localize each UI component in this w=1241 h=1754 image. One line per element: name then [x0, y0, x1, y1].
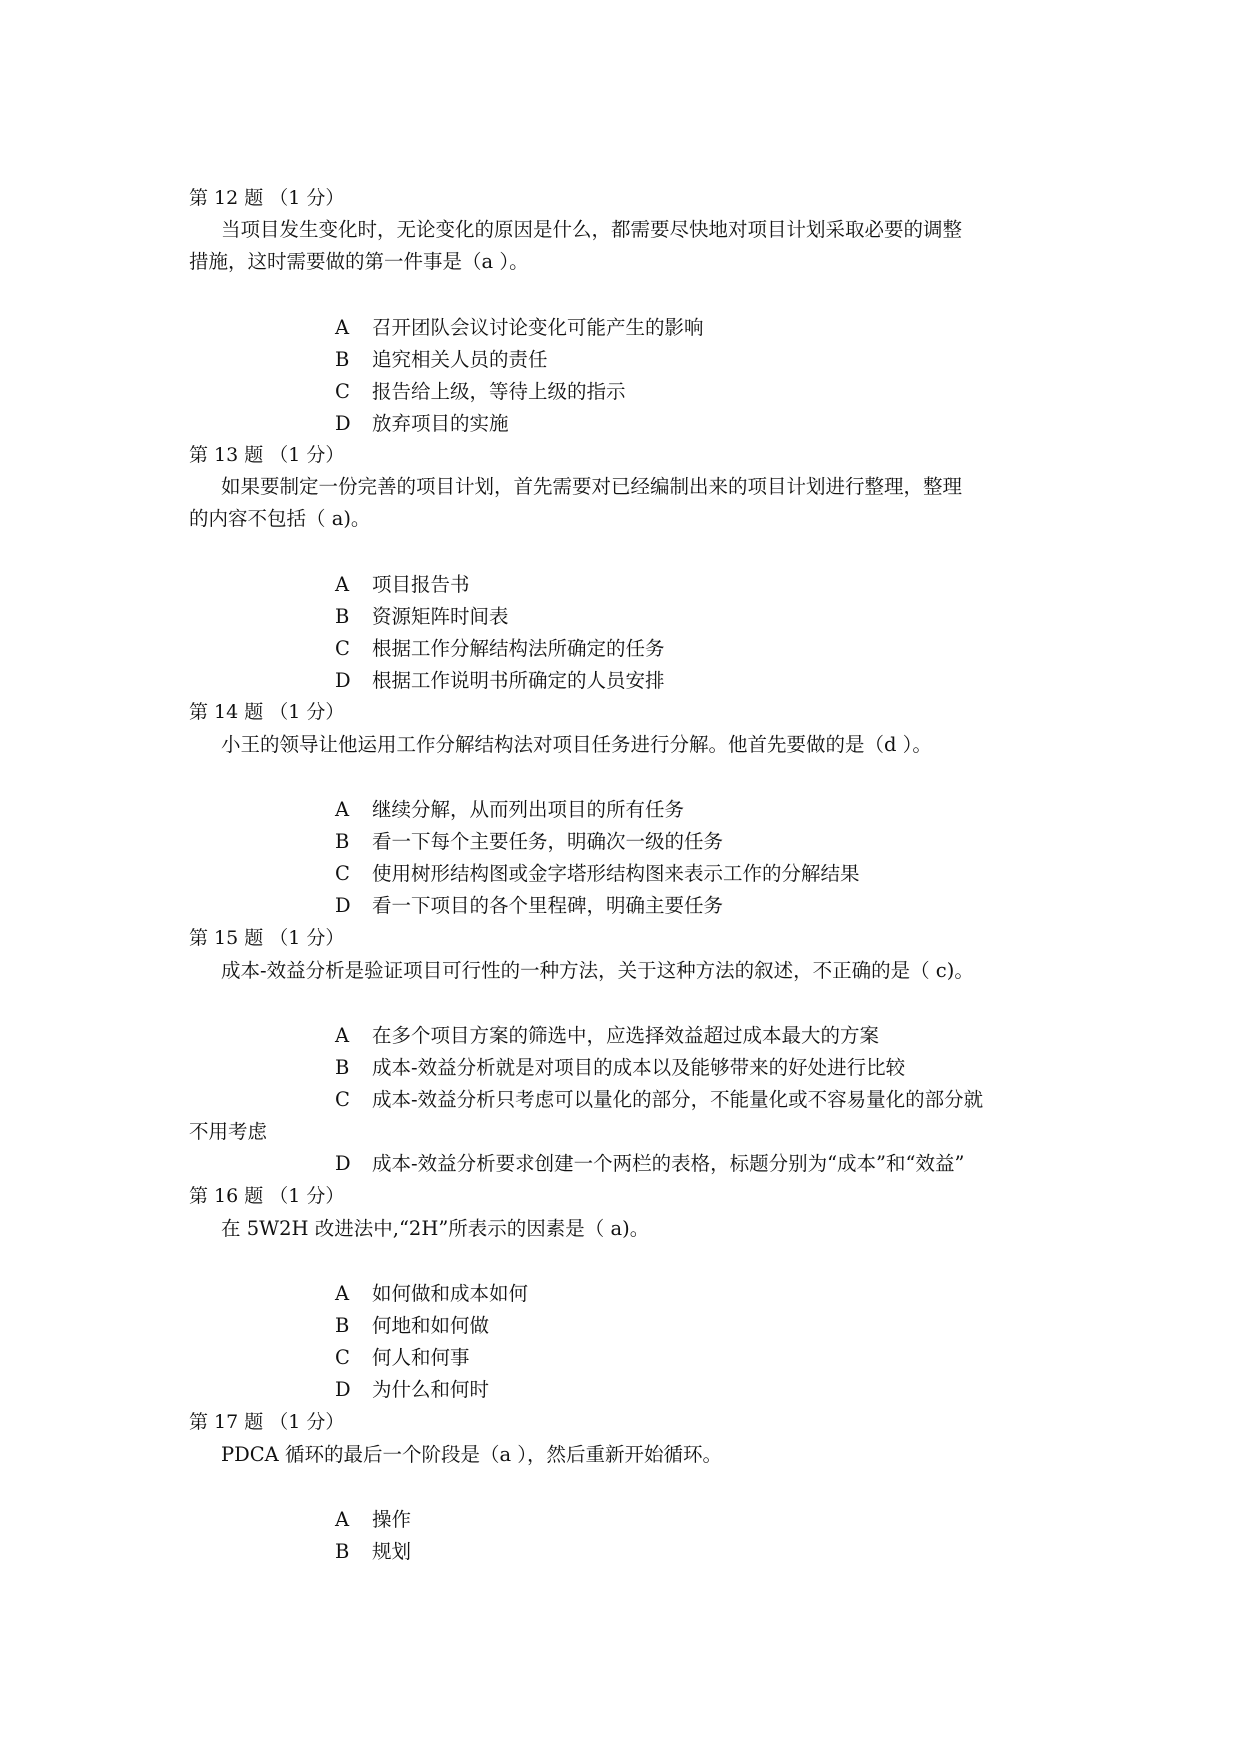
- option-letter: D: [335, 894, 351, 917]
- option-letter: B: [335, 348, 350, 371]
- question-stem-line: 措施，这时需要做的第一件事是（a ）。: [189, 250, 529, 273]
- question-stem: 成本-效益分析是验证项目可行性的一种方法，关于这种方法的叙述，不正确的是（ c)。: [221, 959, 974, 982]
- question-header: 第 12 题 （1 分）: [189, 187, 345, 209]
- option-letter: A: [335, 1024, 350, 1047]
- option-text: 根据工作分解结构法所确定的任务: [372, 637, 665, 660]
- option-text: 继续分解，从而列出项目的所有任务: [372, 798, 685, 821]
- option-text: 放弃项目的实施: [372, 412, 509, 435]
- option-letter: C: [335, 1088, 350, 1111]
- question-header: 第 14 题 （1 分）: [189, 701, 345, 723]
- option-text: 何地和如何做: [372, 1314, 490, 1337]
- option-letter: B: [335, 830, 350, 853]
- option-text: 为什么和何时: [372, 1378, 490, 1401]
- option-letter: D: [335, 669, 351, 692]
- option-letter: B: [335, 1314, 350, 1337]
- question-header: 第 15 题 （1 分）: [189, 927, 345, 949]
- option-letter: A: [335, 798, 350, 821]
- option-text: 追究相关人员的责任: [372, 348, 548, 371]
- option-text: 规划: [372, 1540, 412, 1563]
- option-letter: A: [335, 1282, 350, 1305]
- option-letter: C: [335, 862, 350, 885]
- option-text: 召开团队会议讨论变化可能产生的影响: [372, 316, 704, 339]
- option-text: 看一下每个主要任务，明确次一级的任务: [372, 830, 724, 853]
- option-letter: C: [335, 1346, 350, 1369]
- option-letter: B: [335, 605, 350, 628]
- question-stem: PDCA 循环的最后一个阶段是（a ），然后重新开始循环。: [221, 1443, 723, 1466]
- option-letter: A: [335, 316, 350, 339]
- option-text: 使用树形结构图或金字塔形结构图来表示工作的分解结果: [372, 862, 860, 885]
- option-text: 根据工作说明书所确定的人员安排: [372, 669, 665, 692]
- option-text: 在多个项目方案的筛选中，应选择效益超过成本最大的方案: [372, 1024, 880, 1047]
- option-letter: B: [335, 1056, 350, 1079]
- option-text: 项目报告书: [372, 573, 470, 596]
- option-text: 何人和何事: [372, 1346, 470, 1369]
- option-text: 成本-效益分析要求创建一个两栏的表格，标题分别为“成本”和“效益”: [372, 1152, 965, 1175]
- question-stem: [189, 214, 1059, 278]
- question-header: 第 13 题 （1 分）: [189, 444, 345, 466]
- option-text: 资源矩阵时间表: [372, 605, 509, 628]
- question-stem: 小王的领导让他运用工作分解结构法对项目任务进行分解。他首先要做的是（d ）。: [221, 733, 932, 756]
- option-text: 操作: [372, 1508, 412, 1531]
- option-letter: D: [335, 1378, 351, 1401]
- option-text-continuation: 不用考虑: [189, 1120, 268, 1143]
- question-stem: 在 5W2H 改进法中,“2H”所表示的因素是（ a)。: [221, 1217, 650, 1240]
- question-stem: [189, 471, 1059, 535]
- question-stem-line: 的内容不包括（ a)。: [189, 507, 371, 530]
- option-text: 成本-效益分析只考虑可以量化的部分，不能量化或不容易量化的部分就: [372, 1088, 984, 1111]
- question-stem-line: 当项目发生变化时，无论变化的原因是什么，都需要尽快地对项目计划采取必要的调整: [221, 218, 963, 241]
- option-letter: A: [335, 1508, 350, 1531]
- option-letter: C: [335, 380, 350, 403]
- option-letter: C: [335, 637, 350, 660]
- option-letter: D: [335, 1152, 351, 1175]
- question-header: 第 16 题 （1 分）: [189, 1185, 345, 1207]
- option-text: 如何做和成本如何: [372, 1282, 529, 1305]
- option-letter: B: [335, 1540, 350, 1563]
- question-header: 第 17 题 （1 分）: [189, 1411, 345, 1433]
- option-letter: D: [335, 412, 351, 435]
- option-text: 看一下项目的各个里程碑，明确主要任务: [372, 894, 724, 917]
- option-text: 报告给上级，等待上级的指示: [372, 380, 626, 403]
- question-stem-line: 如果要制定一份完善的项目计划，首先需要对已经编制出来的项目计划进行整理，整理: [221, 475, 963, 498]
- option-letter: A: [335, 573, 350, 596]
- option-text: 成本-效益分析就是对项目的成本以及能够带来的好处进行比较: [372, 1056, 906, 1079]
